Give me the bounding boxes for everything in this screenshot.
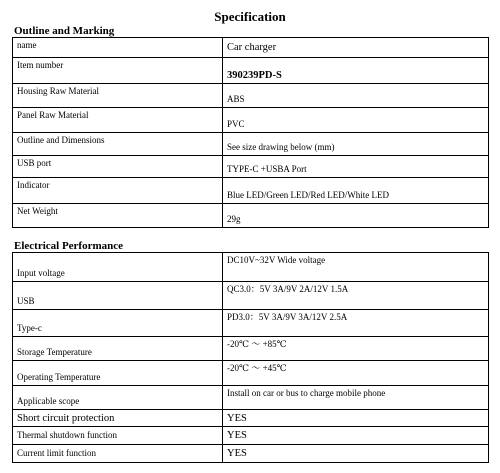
spec-label: Input voltage <box>13 253 223 282</box>
spec-label: Thermal shutdown function <box>13 427 223 445</box>
spec-value: PVC <box>223 108 489 133</box>
spec-label: Indicator <box>13 178 223 204</box>
spec-label: Short circuit protection <box>13 410 223 427</box>
electrical-section-heading: Electrical Performance <box>14 240 124 252</box>
table-row <box>13 310 489 337</box>
table-row <box>13 178 489 204</box>
table-row <box>13 386 489 410</box>
spec-label: Housing Raw Material <box>13 84 223 108</box>
table-row <box>13 58 489 84</box>
document-title: Specification <box>214 9 286 24</box>
spec-value: Blue LED/Green LED/Red LED/White LED <box>223 178 489 204</box>
table-row <box>13 282 489 310</box>
spec-label: Net Weight <box>13 204 223 228</box>
spec-value: See size drawing below (mm) <box>223 133 489 156</box>
spec-label: Outline and Dimensions <box>13 133 223 156</box>
spec-label: Item number <box>13 58 223 84</box>
table-row <box>13 427 489 445</box>
table-row <box>13 108 489 133</box>
outline-section-heading: Outline and Marking <box>14 25 115 37</box>
spec-value: Install on car or bus to charge mobile phone <box>223 386 489 410</box>
table-row <box>13 133 489 156</box>
spec-label: Storage Temperature <box>13 337 223 361</box>
table-row <box>13 84 489 108</box>
spec-label: Applicable scope <box>13 386 223 410</box>
spec-label: USB port <box>13 156 223 178</box>
spec-value: YES <box>223 410 489 427</box>
spec-label: Type-c <box>13 310 223 337</box>
outline-table <box>12 37 489 228</box>
spec-value: 390239PD-S <box>223 58 489 84</box>
spec-value: YES <box>223 427 489 445</box>
table-row <box>13 38 489 58</box>
spec-label: Operating Temperature <box>13 361 223 386</box>
spec-value: TYPE-C +USBA Port <box>223 156 489 178</box>
spec-value: Car charger <box>223 38 489 58</box>
spec-label: name <box>13 38 223 58</box>
table-row <box>13 410 489 427</box>
spec-value: -20℃ ～ +85℃ <box>223 337 489 361</box>
spec-value: YES <box>223 445 489 463</box>
electrical-table <box>12 252 489 463</box>
table-row <box>13 253 489 282</box>
spec-label: USB <box>13 282 223 310</box>
spec-value: DC10V~32V Wide voltage <box>223 253 489 282</box>
spec-value: QC3.0：5V 3A/9V 2A/12V 1.5A <box>223 282 489 310</box>
table-row <box>13 361 489 386</box>
table-row <box>13 156 489 178</box>
spec-label: Panel Raw Material <box>13 108 223 133</box>
spec-value: ABS <box>223 84 489 108</box>
spec-value: -20℃ ～ +45℃ <box>223 361 489 386</box>
table-row <box>13 337 489 361</box>
table-row <box>13 204 489 228</box>
spec-value: 29g <box>223 204 489 228</box>
table-row <box>13 445 489 463</box>
spec-value: PD3.0：5V 3A/9V 3A/12V 2.5A <box>223 310 489 337</box>
spec-label: Current limit function <box>13 445 223 463</box>
